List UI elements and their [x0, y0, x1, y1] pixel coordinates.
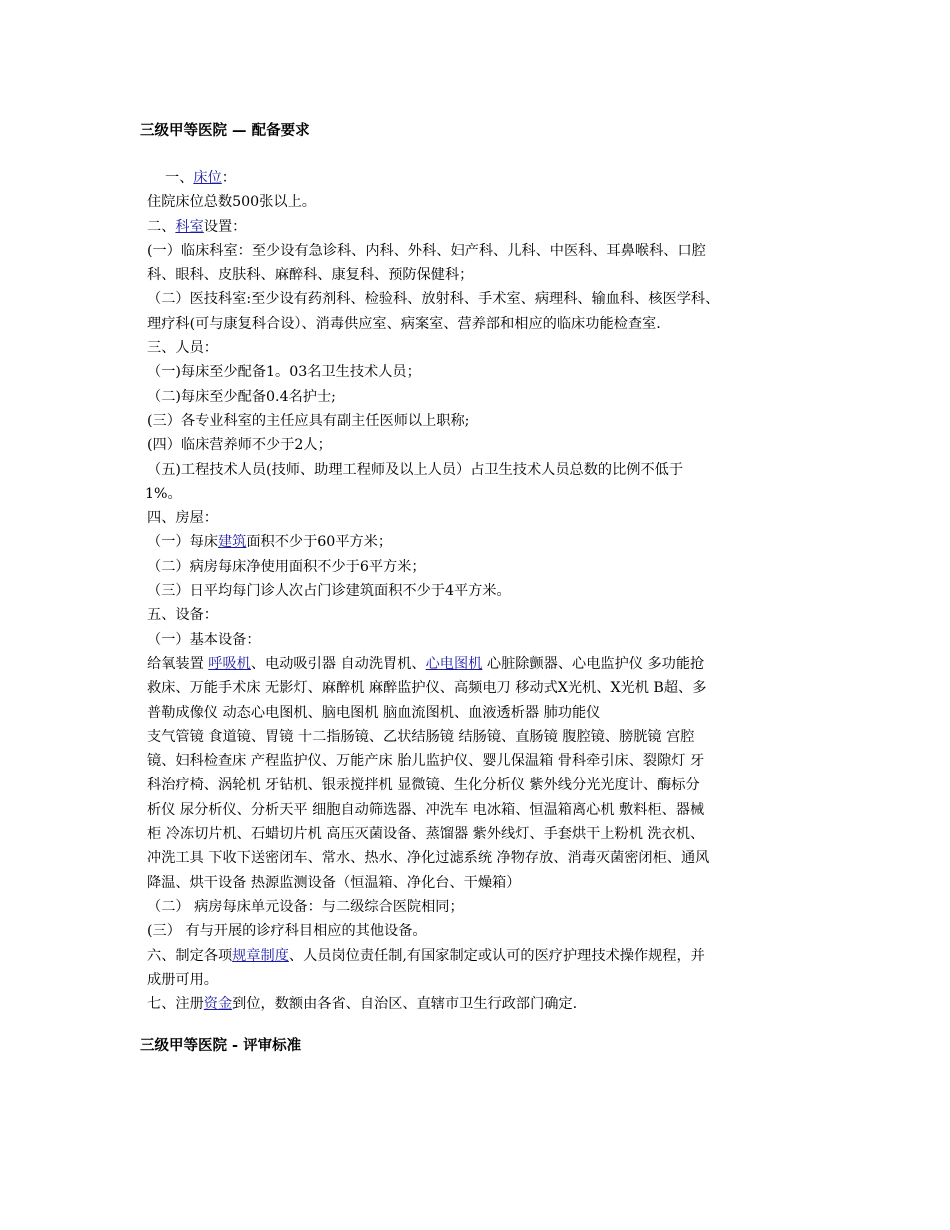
staff-item-2: （二)每床至少配备0.4名护士; — [147, 388, 336, 405]
equipment-line-3: 普勒成像仪 动态心电图机、脑电图机 脑血流图机、血液透析器 肺功能仪 — [147, 704, 601, 721]
equipment-line-9: 冲洗工具 下收下送密闭车、常水、热水、净化过滤系统 净物存放、消毒灭菌密闭柜、通风 — [147, 850, 710, 867]
section-staff-title: 三、人员： — [147, 340, 218, 357]
equipment-line-8: 柜 冷冻切片机、石蜡切片机 高压灭菌设备、蒸馏器 紫外线灯、手套烘干上粉机 洗衣机、 — [147, 826, 705, 843]
section-funds-prefix: 七、注册 — [147, 996, 204, 1013]
section-beds-suffix: ： — [221, 170, 236, 186]
equipment-line-5: 镜、妇科检查床 产程监护仪、万能产床 胎儿监护仪、婴儿保温箱 骨科牵引床、裂隙灯 牙 — [147, 753, 705, 770]
document-body — [147, 166, 812, 1016]
equipment-line-1 — [147, 652, 812, 676]
staff-item-3: (三）各专业科室的主任应具有副主任医师以上职称; — [147, 412, 470, 429]
equipment-line-1-a: 给氧装置 — [147, 655, 209, 672]
equipment-line-2: 救床、万能手术床 无影灯、麻醉机 麻醉监护仪、高频电刀 移动式X光机、X光机 B超、多 — [147, 680, 707, 697]
section-beds-text: 住院床位总数500张以上。 — [147, 194, 316, 211]
section-rules-line-2: 成册可用。 — [147, 971, 218, 988]
section-beds-title — [147, 166, 812, 190]
section-depts-title — [147, 215, 812, 239]
section-funds — [147, 992, 812, 1016]
section-housing-title: 四、房屋： — [147, 510, 218, 527]
link-regulations[interactable]: 规章制度 — [232, 947, 289, 964]
heading-review-standards: 三级甲等医院 - 评审标准 — [140, 1038, 302, 1054]
section-rules-line-1 — [147, 944, 812, 968]
section-depts-suffix: 设置： — [203, 218, 247, 235]
section-rules-suffix: 、人员岗位责任制,有国家制定或认可的医疗护理技术操作规程，并 — [288, 947, 705, 964]
section-beds-prefix: 一、 — [165, 170, 194, 186]
housing-item-1-prefix: （一）每床 — [147, 534, 218, 551]
heading-config-requirements: 三级甲等医院 — 配备要求 — [140, 123, 310, 139]
housing-item-1-suffix: 面积不少于60平方米； — [246, 534, 393, 551]
equipment-line-10: 降温、烘干设备 热源监测设备（恒温箱、净化台、干燥箱） — [147, 874, 521, 891]
equipment-item-2: （二） 病房每床单元设备：与二级综合医院相同； — [147, 898, 464, 915]
section-equipment-title: 五、设备： — [147, 607, 218, 624]
link-beds[interactable]: 床位 — [193, 170, 222, 186]
depts-clinical-line-1: (一）临床科室：至少设有急诊科、内科、外科、妇产科、儿科、中医科、耳鼻喉科、口腔 — [147, 242, 706, 259]
equipment-line-1-b: 、电动吸引器 自动洗胃机、 — [250, 655, 426, 672]
section-rules-prefix: 六、制定各项 — [147, 947, 233, 964]
equipment-basic-title: （一）基本设备： — [147, 631, 261, 648]
equipment-line-7: 析仪 尿分析仪、分析天平 细胞自动筛选器、冲洗车 电冰箱、恒温箱离心机 敷料柜、器械 — [147, 801, 705, 818]
depts-medtech-line-2: 理疗科(可与康复科合设）、消毒供应室、病案室、营养部和相应的临床功能检查室. — [147, 315, 661, 332]
equipment-line-6: 科治疗椅、涡轮机 牙钻机、银汞搅拌机 显微镜、生化分析仪 紫外线分光光度计、酶标分 — [147, 777, 700, 794]
staff-item-4: (四）临床营养师不少于2人； — [147, 437, 332, 454]
equipment-line-1-c: 心脏除颤器、心电监护仪 多功能抢 — [482, 655, 705, 672]
staff-item-5-line-1: （五)工程技术人员(技师、助理工程师及以上人员）占卫生技术人员总数的比例不低于 — [147, 461, 684, 478]
link-funds[interactable]: 资金 — [203, 996, 233, 1013]
section-funds-suffix: 到位，数额由各省、自治区、直辖市卫生行政部门确定. — [232, 996, 578, 1013]
depts-medtech-line-1: （二）医技科室:至少设有药剂科、检验科、放射科、手术室、病理科、输血科、核医学科、 — [147, 291, 720, 308]
housing-item-2: （二）病房每床净使用面积不少于6平方米； — [147, 558, 426, 575]
link-ecg-machine[interactable]: 心电图机 — [425, 655, 483, 672]
staff-item-5-line-2: 1%。 — [145, 485, 182, 502]
link-building[interactable]: 建筑 — [217, 534, 247, 551]
housing-item-3: （三）日平均每门诊人次占门诊建筑面积不少于4平方米。 — [147, 583, 511, 600]
link-departments[interactable]: 科室 — [175, 218, 204, 235]
equipment-line-4: 支气管镜 食道镜、胃镜 十二指肠镜、乙状结肠镜 结肠镜、直肠镜 腹腔镜、膀胱镜 宫腔 — [147, 728, 695, 745]
depts-clinical-line-2: 科、眼科、皮肤科、麻醉科、康复科、预防保健科； — [147, 267, 474, 284]
link-ventilator[interactable]: 呼吸机 — [208, 655, 251, 672]
equipment-item-3: (三） 有与开展的诊疗科目相应的其他设备。 — [147, 923, 427, 940]
staff-item-1: （一)每床至少配备1。03名卫生技术人员； — [147, 364, 421, 381]
housing-item-1 — [147, 530, 812, 554]
section-depts-prefix: 二、 — [147, 218, 176, 235]
